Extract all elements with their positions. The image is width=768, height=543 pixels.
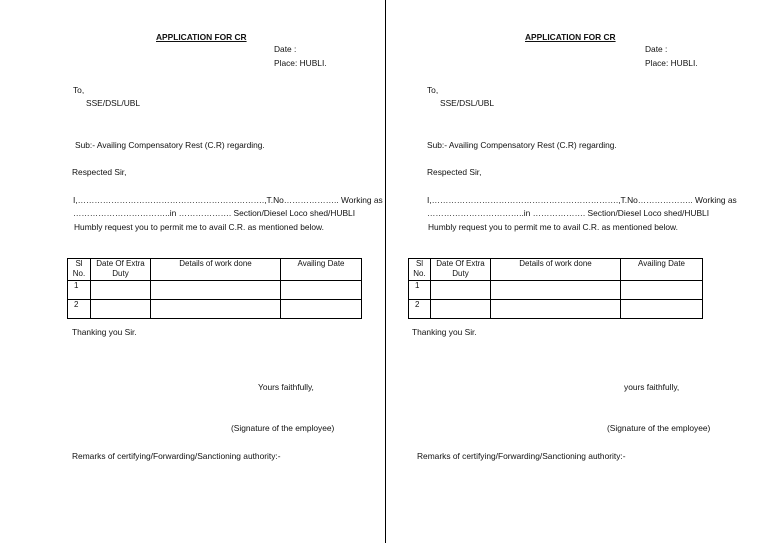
header-sl-no: Sl No. [68,259,91,281]
form-title: APPLICATION FOR CR [156,32,247,42]
body-line-1: I,………………………………………………………….,T.No……………….. Working as [427,195,737,205]
row-work-details [491,300,621,319]
row-sl-no: 2 [68,300,91,319]
header-availing-date: Availing Date [281,259,362,281]
row-sl-no: 1 [409,281,431,300]
date-label: Date : [645,44,668,54]
body-line-2: ……………………………..in ………………. Section/Diesel Loco shed/HUBLI [427,208,710,218]
cr-table [67,258,362,319]
salutation: Respected Sir, [427,167,482,177]
header-sl-no: Sl No. [409,259,431,281]
table-row [68,300,362,319]
header-work-details: Details of work done [491,259,621,281]
header-work-details: Details of work done [151,259,281,281]
date-label: Date : [274,44,297,54]
row-extra-duty-date [91,300,151,319]
signature-line: (Signature of the employee) [607,423,711,433]
remarks-line: Remarks of certifying/Forwarding/Sanctioning authority:- [417,451,626,461]
to-label: To, [427,85,439,95]
table-row [409,300,703,319]
thanks-line: Thanking you Sir. [72,327,137,337]
subject-line: Sub:- Availing Compensatory Rest (C.R) regarding. [427,140,617,150]
body-line-2: ……………………………..in ………………. Section/Diesel Loco shed/HUBLI [73,208,356,218]
body-line-3: Humbly request you to permit me to avail C.R. as mentioned below. [74,222,324,232]
row-work-details [151,300,281,319]
right-form-page [386,0,768,543]
row-extra-duty-date [91,281,151,300]
body-line-1: I,………………………………………………………….,T.No……………….. Working as [73,195,383,205]
subject-line: Sub:- Availing Compensatory Rest (C.R) regarding. [75,140,265,150]
form-title: APPLICATION FOR CR [525,32,616,42]
row-availing-date [621,281,703,300]
thanks-line: Thanking you Sir. [412,327,477,337]
header-extra-duty-date: Date Of Extra Duty [91,259,151,281]
row-extra-duty-date [431,281,491,300]
header-availing-date: Availing Date [621,259,703,281]
place-label: Place: HUBLI. [645,58,698,68]
row-work-details [491,281,621,300]
row-availing-date [281,281,362,300]
addressee: SSE/DSL/UBL [440,98,494,108]
row-sl-no: 1 [68,281,91,300]
row-sl-no: 2 [409,300,431,319]
row-availing-date [621,300,703,319]
remarks-line: Remarks of certifying/Forwarding/Sanctioning authority:- [72,451,281,461]
row-availing-date [281,300,362,319]
place-label: Place: HUBLI. [274,58,327,68]
header-extra-duty-date: Date Of Extra Duty [431,259,491,281]
row-extra-duty-date [431,300,491,319]
table-row [409,281,703,300]
closing-line: yours faithfully, [624,382,680,392]
row-work-details [151,281,281,300]
addressee: SSE/DSL/UBL [86,98,140,108]
cr-table [408,258,703,319]
to-label: To, [73,85,85,95]
table-header-row [409,259,703,281]
salutation: Respected Sir, [72,167,127,177]
table-header-row [68,259,362,281]
closing-line: Yours faithfully, [258,382,314,392]
table-row [68,281,362,300]
body-line-3: Humbly request you to permit me to avail C.R. as mentioned below. [428,222,678,232]
signature-line: (Signature of the employee) [231,423,335,433]
